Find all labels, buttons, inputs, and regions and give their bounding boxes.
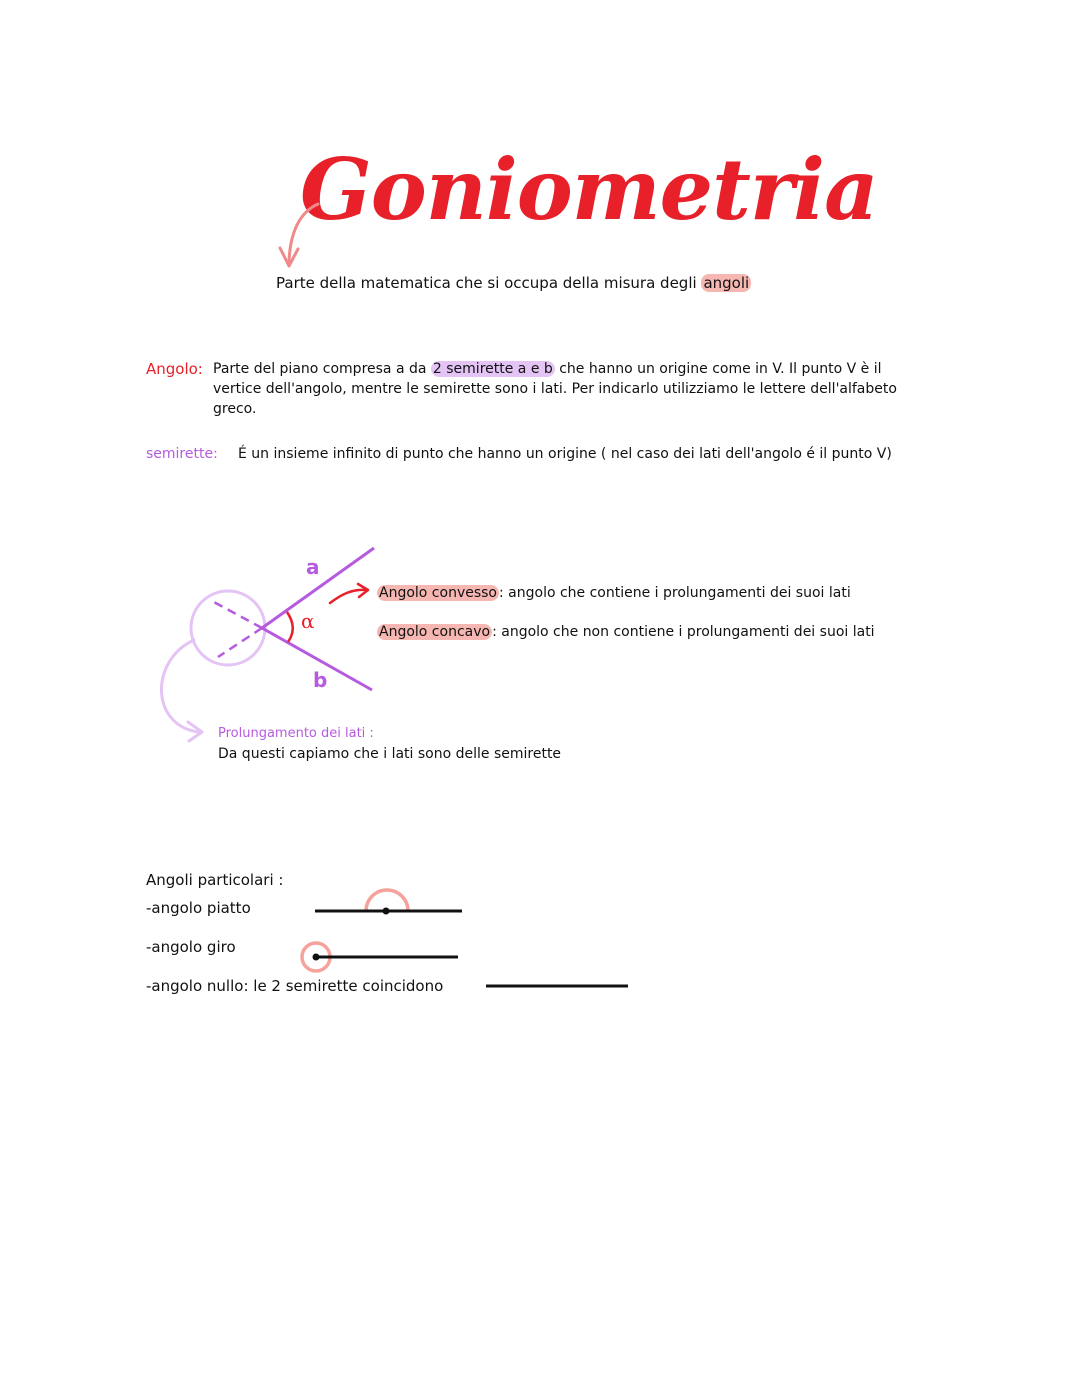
- label-a: a: [306, 555, 320, 579]
- angolo-text-before: Parte del piano compresa a da: [213, 361, 427, 377]
- concavo-text: : angolo che non contiene i prolungamenti dei suoi lati: [492, 624, 875, 640]
- convesso-text: : angolo che contiene i prolungamenti dei suoi lati: [499, 585, 851, 601]
- concavo-term: Angolo concavo: [379, 624, 491, 640]
- label-alpha: α: [301, 609, 315, 633]
- subtitle-highlight: angoli: [703, 274, 750, 292]
- angolo-highlight: 2 semirette a e b: [432, 361, 553, 377]
- giro-vertex: [313, 954, 320, 961]
- page-title: Goniometria: [300, 140, 878, 239]
- angolo-term: Angolo:: [146, 360, 203, 378]
- semirette-term: semirette:: [146, 446, 218, 462]
- semirette-definition: É un insieme infinito di punto che hanno un origine ( nel caso dei lati dell'angolo é il punto V): [238, 446, 892, 462]
- prolungamento-title: Prolungamento dei lati :: [218, 726, 374, 741]
- subtitle-text: Parte della matematica che si occupa della misura degli: [276, 274, 697, 292]
- angolo-nullo-label: -angolo nullo: le 2 semirette coincidono: [146, 977, 444, 995]
- convesso-term: Angolo convesso: [379, 585, 497, 601]
- angolo-text-after: che hanno un origine come in V. Il punto V è il vertice dell'angolo, mentre le semirette sono i lati. Per indicarlo utilizziamo le lettere dell'alfabeto greco.: [213, 361, 897, 417]
- angoli-particolari-heading: Angoli particolari :: [146, 871, 284, 889]
- label-b: b: [313, 668, 328, 692]
- piatto-vertex: [383, 908, 390, 915]
- angolo-giro-label: -angolo giro: [146, 938, 236, 956]
- angolo-piatto-label: -angolo piatto: [146, 899, 251, 917]
- prolungamento-text: Da questi capiamo che i lati sono delle semirette: [218, 746, 562, 762]
